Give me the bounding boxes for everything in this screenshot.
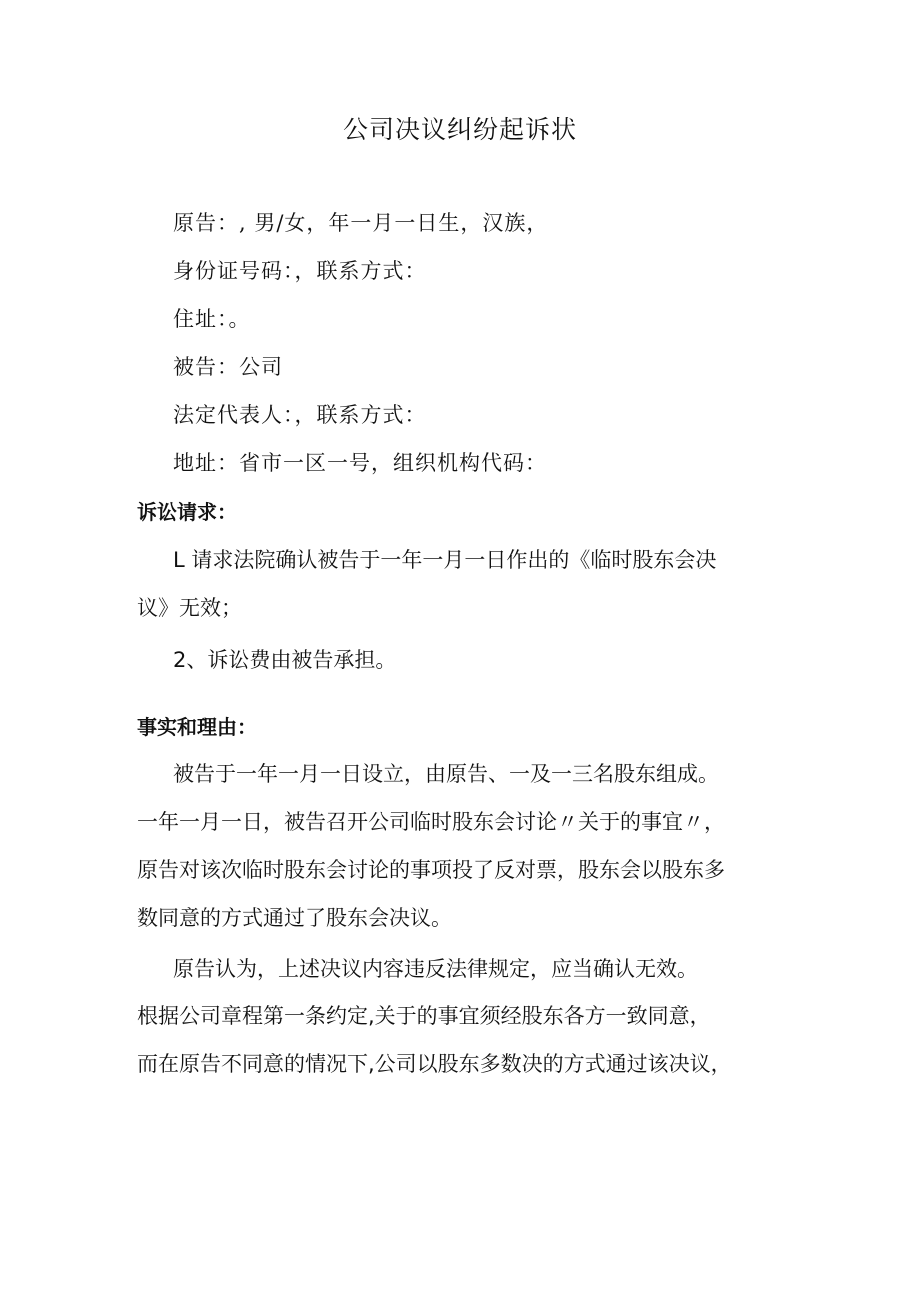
facts-heading: 事实和理由： <box>137 715 257 739</box>
claim-item-1-continued: 议》无效； <box>137 596 242 620</box>
plaintiff-line: 原告：, 男/女，年一月一日生，汉族， <box>173 211 549 235</box>
facts-paragraph-line: 一年一月一日，被告召开公司临时股东会讨论〃关于的事宜〃， <box>137 810 725 834</box>
facts-paragraph-line: 被告于一年一月一日设立，由原告、一及一三名股东组成。 <box>173 762 719 786</box>
claim-item-2: 2、诉讼费由被告承担。 <box>173 648 397 672</box>
legal-representative-line: 法定代表人：，联系方式： <box>173 403 427 427</box>
reasons-paragraph-line: 原告认为，上述决议内容违反法律规定，应当确认无效。 <box>173 957 698 981</box>
claims-heading: 诉讼请求： <box>137 500 237 524</box>
plaintiff-address-line: 住址：。 <box>173 307 251 331</box>
document-title: 公司决议纠纷起诉状 <box>342 115 577 144</box>
defendant-line: 被告：公司 <box>173 355 283 379</box>
defendant-address-line: 地址：省市一区一号，组织机构代码： <box>173 451 547 475</box>
facts-paragraph-line: 数同意的方式通过了股东会决议。 <box>137 906 452 930</box>
facts-paragraph-line: 原告对该次临时股东会讨论的事项投了反对票，股东会以股东多 <box>137 858 725 882</box>
reasons-paragraph-line: 根据公司章程第一条约定,关于的事宜须经股东各方一致同意， <box>137 1004 711 1028</box>
claim-item-1: L 请求法院确认被告于一年一月一日作出的《临时股东会决 <box>173 548 717 572</box>
reasons-paragraph-line: 而在原告不同意的情况下,公司以股东多数决的方式通过该决议， <box>137 1052 732 1076</box>
plaintiff-id-line: 身份证号码：，联系方式： <box>173 259 427 283</box>
